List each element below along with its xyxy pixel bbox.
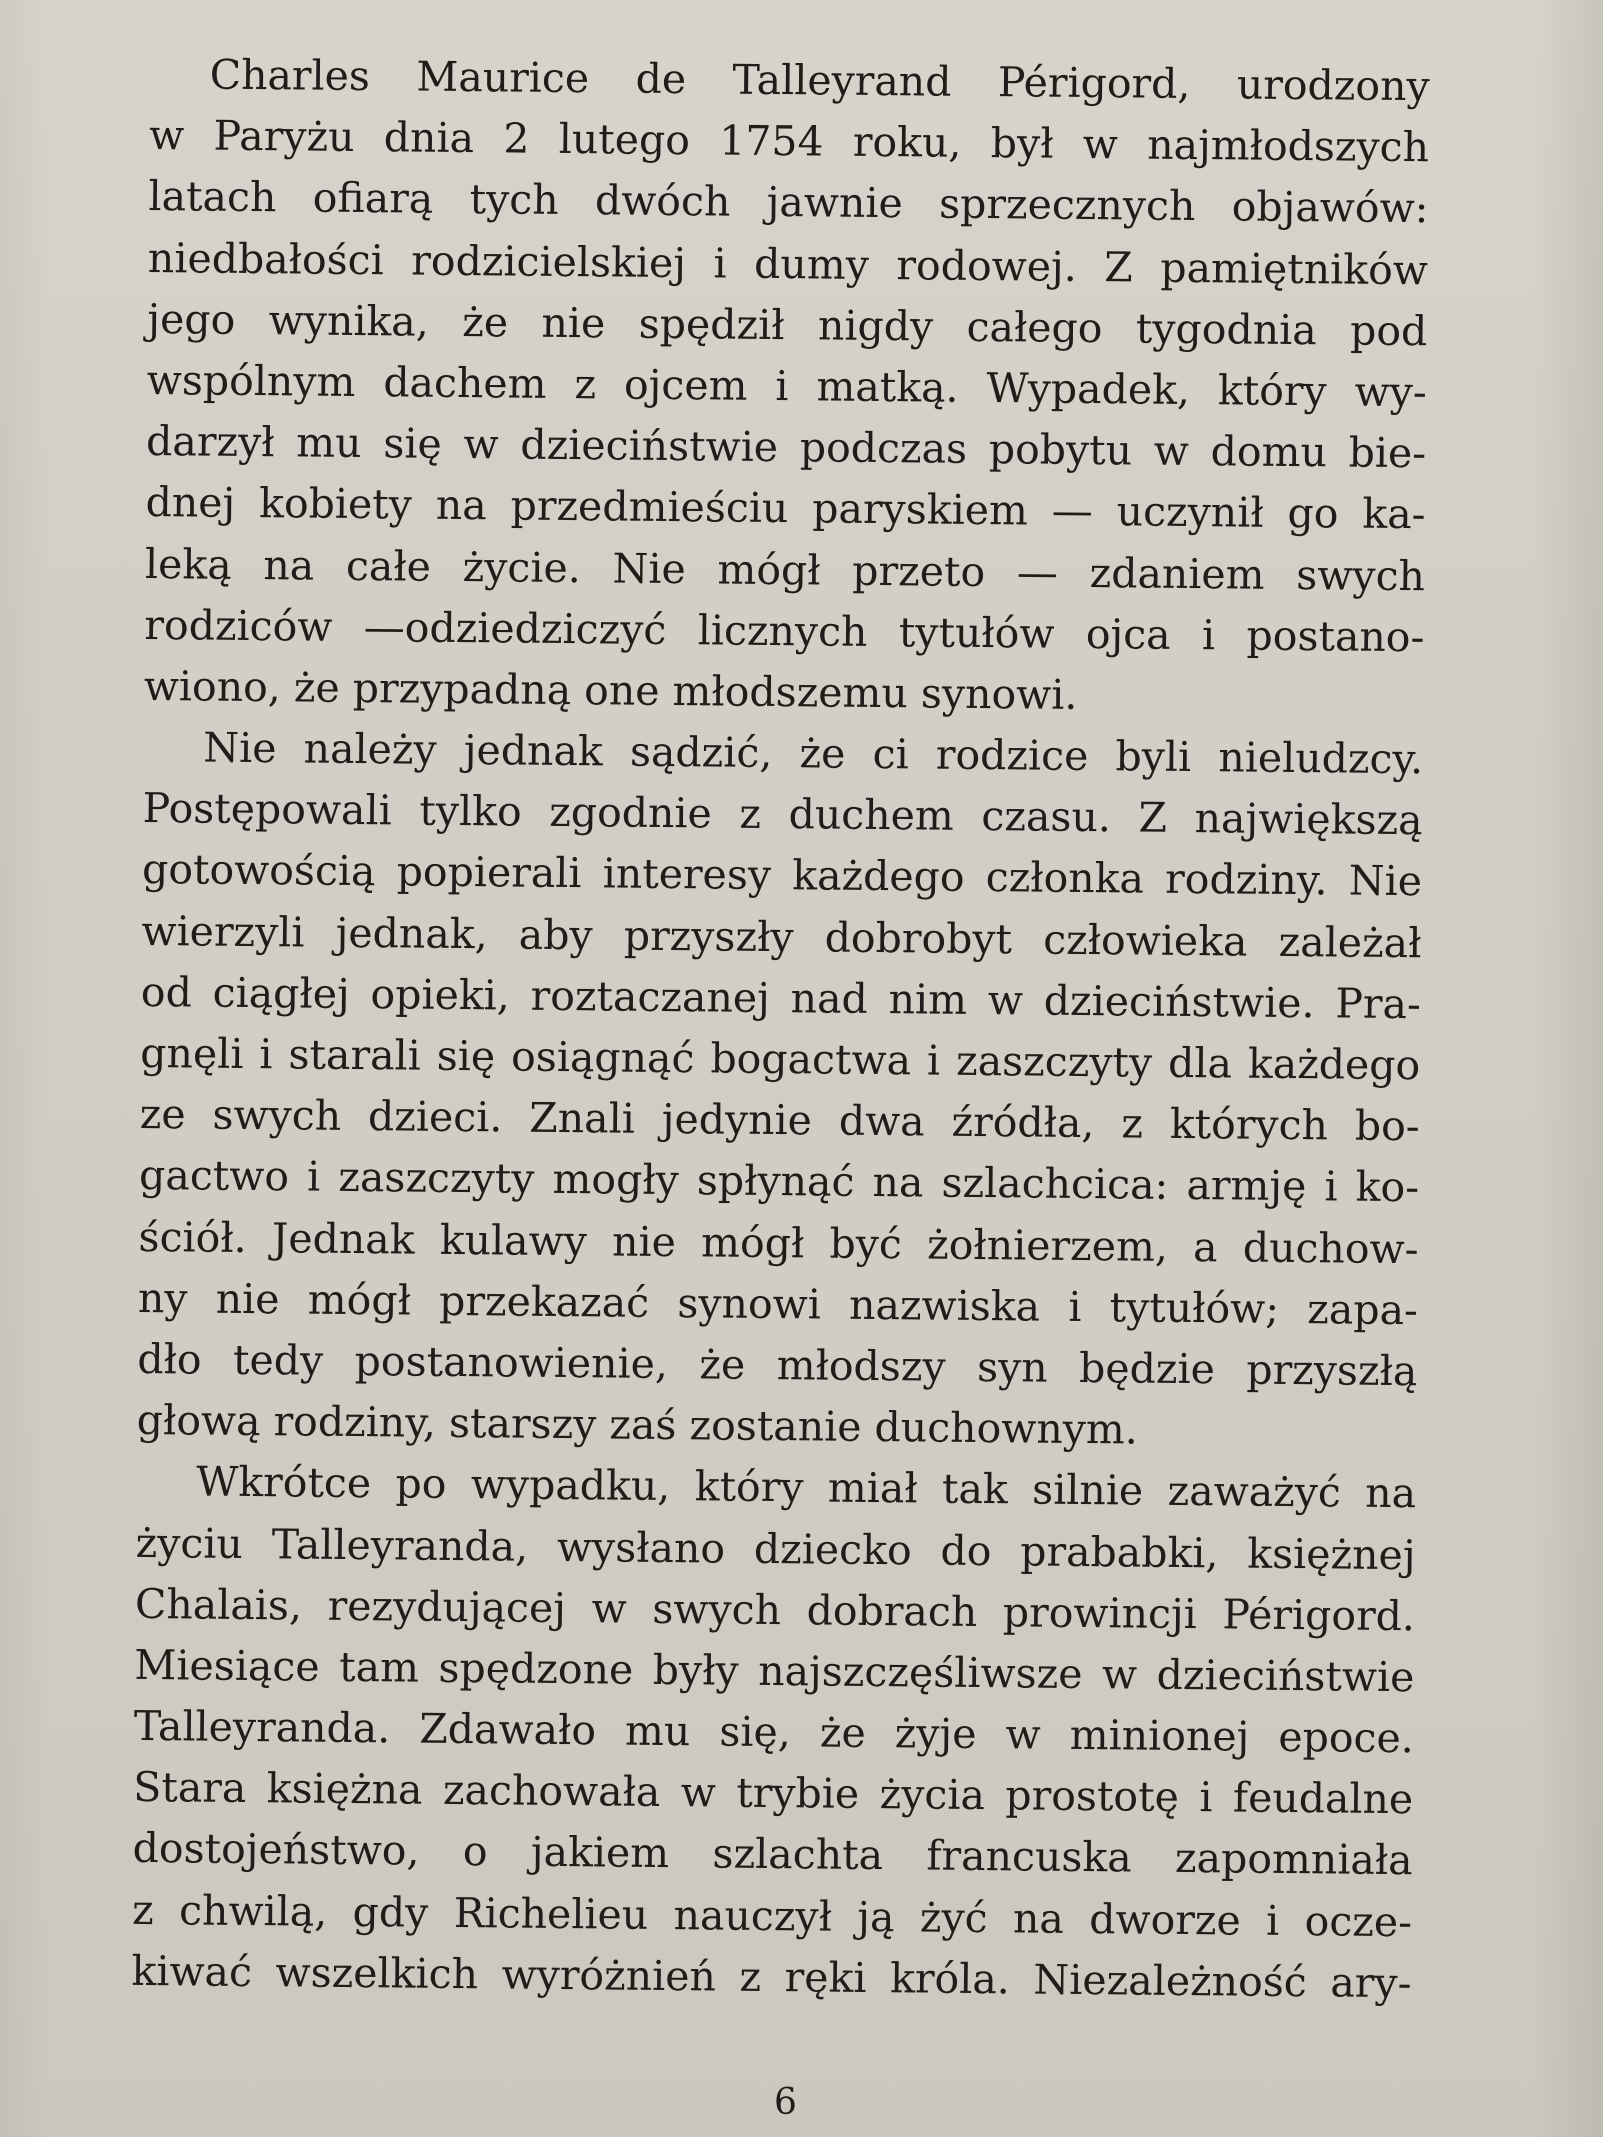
text-line: dnej kobiety na przedmieściu paryskiem — uczynił go ka- [145,478,1426,539]
body-text [131,44,1430,2014]
text-line: ny nie mógł przekazać synowi nazwiska i tytułów; zapa- [137,1273,1419,1334]
text-line: dło tedy postanowienie, że młodszy syn będzie przyszłą [137,1334,1418,1396]
text-line: kiwać wszelkich wyróżnień z ręki króla. Niezależność ary- [131,1946,1412,2008]
page-shadow-right [1533,0,1603,2137]
text-line: Nie należy jednak sądzić, że ci rodzice byli nieludzcy. [203,723,1424,784]
text-line: Postępowali tylko zgodnie z duchem czasu. Z największą [142,784,1423,845]
text-line: leką na całe życie. Nie mógł przeto — zdaniem swych [144,539,1426,600]
text-line: ściół. Jednak kulawy nie mógł być żołnierzem, a duchow- [138,1212,1419,1273]
text-line: rodziców —odziedziczyć licznych tytułów ojca i postano- [144,600,1425,661]
text-line: Charles Maurice de Talleyrand Périgord, urodzony [209,50,1430,111]
text-line: Wkrótce po wypadku, który miał tak silnie zaważyć na [195,1457,1417,1518]
text-line: niedbałości rodzicielskiej i dumy rodowej. Z pamiętników [147,233,1429,294]
text-line: Stara księżna zachowała w trybie życia prostotę i feudalne [133,1763,1414,1824]
text-line: w Paryżu dnia 2 lutego 1754 roku, był w najmłodszych [148,111,1430,172]
text-line: ze swych dzieci. Znali jedynie dwa źródła, z których bo- [139,1090,1420,1151]
text-line: darzył mu się w dzieciństwie podczas pobytu w domu bie- [145,417,1427,478]
text-line: z chwilą, gdy Richelieu nauczył ją żyć na dworze i ocze- [131,1885,1413,1946]
text-line: wiono, że przypadną one młodszemu synowi. [143,661,1078,719]
text-line: od ciągłej opieki, roztaczanej nad nim w dzieciństwie. Pra- [140,967,1422,1029]
text-line: życiu Talleyranda, wysłano dziecko do prababki, księżnej [135,1518,1416,1579]
text-line: wierzyli jednak, aby przyszły dobrobyt człowieka zależał [141,906,1422,967]
text-line: gotowością popierali interesy każdego członka rodziny. Nie [141,845,1423,906]
paragraph-2 [136,717,1423,1464]
paragraph-1 [144,44,1430,729]
page-number: 6 [774,2082,797,2123]
text-line: dostojeństwo, o jakiem szlachta francuska zapomniała [132,1824,1413,1885]
text-line: głową rodziny, starszy zaś zostanie duchownym. [136,1396,1139,1454]
text-line: latach ofiarą tych dwóch jawnie sprzecznych objawów: [148,172,1429,233]
text-line: Miesiące tam spędzone były najszczęśliwsze w dzieciństwie [134,1640,1415,1702]
text-line: jego wynika, że nie spędził nigdy całego tygodnia pod [147,294,1428,356]
text-line: Chalais, rezydującej w swych dobrach prowincji Périgord. [134,1579,1416,1640]
paragraph-3 [131,1451,1416,2014]
text-line: gactwo i zaszczyty mogły spłynąć na szlachcica: armję i ko- [138,1151,1420,1212]
text-line: gnęli i starali się osiągnąć bogactwa i zaszczyty dla każdego [140,1028,1421,1090]
text-line: wspólnym dachem z ojcem i matką. Wypadek, który wy- [146,355,1427,417]
page-shadow-left [0,0,50,2137]
text-line: Talleyranda. Zdawało mu się, że żyje w minionej epoce. [133,1701,1415,1763]
